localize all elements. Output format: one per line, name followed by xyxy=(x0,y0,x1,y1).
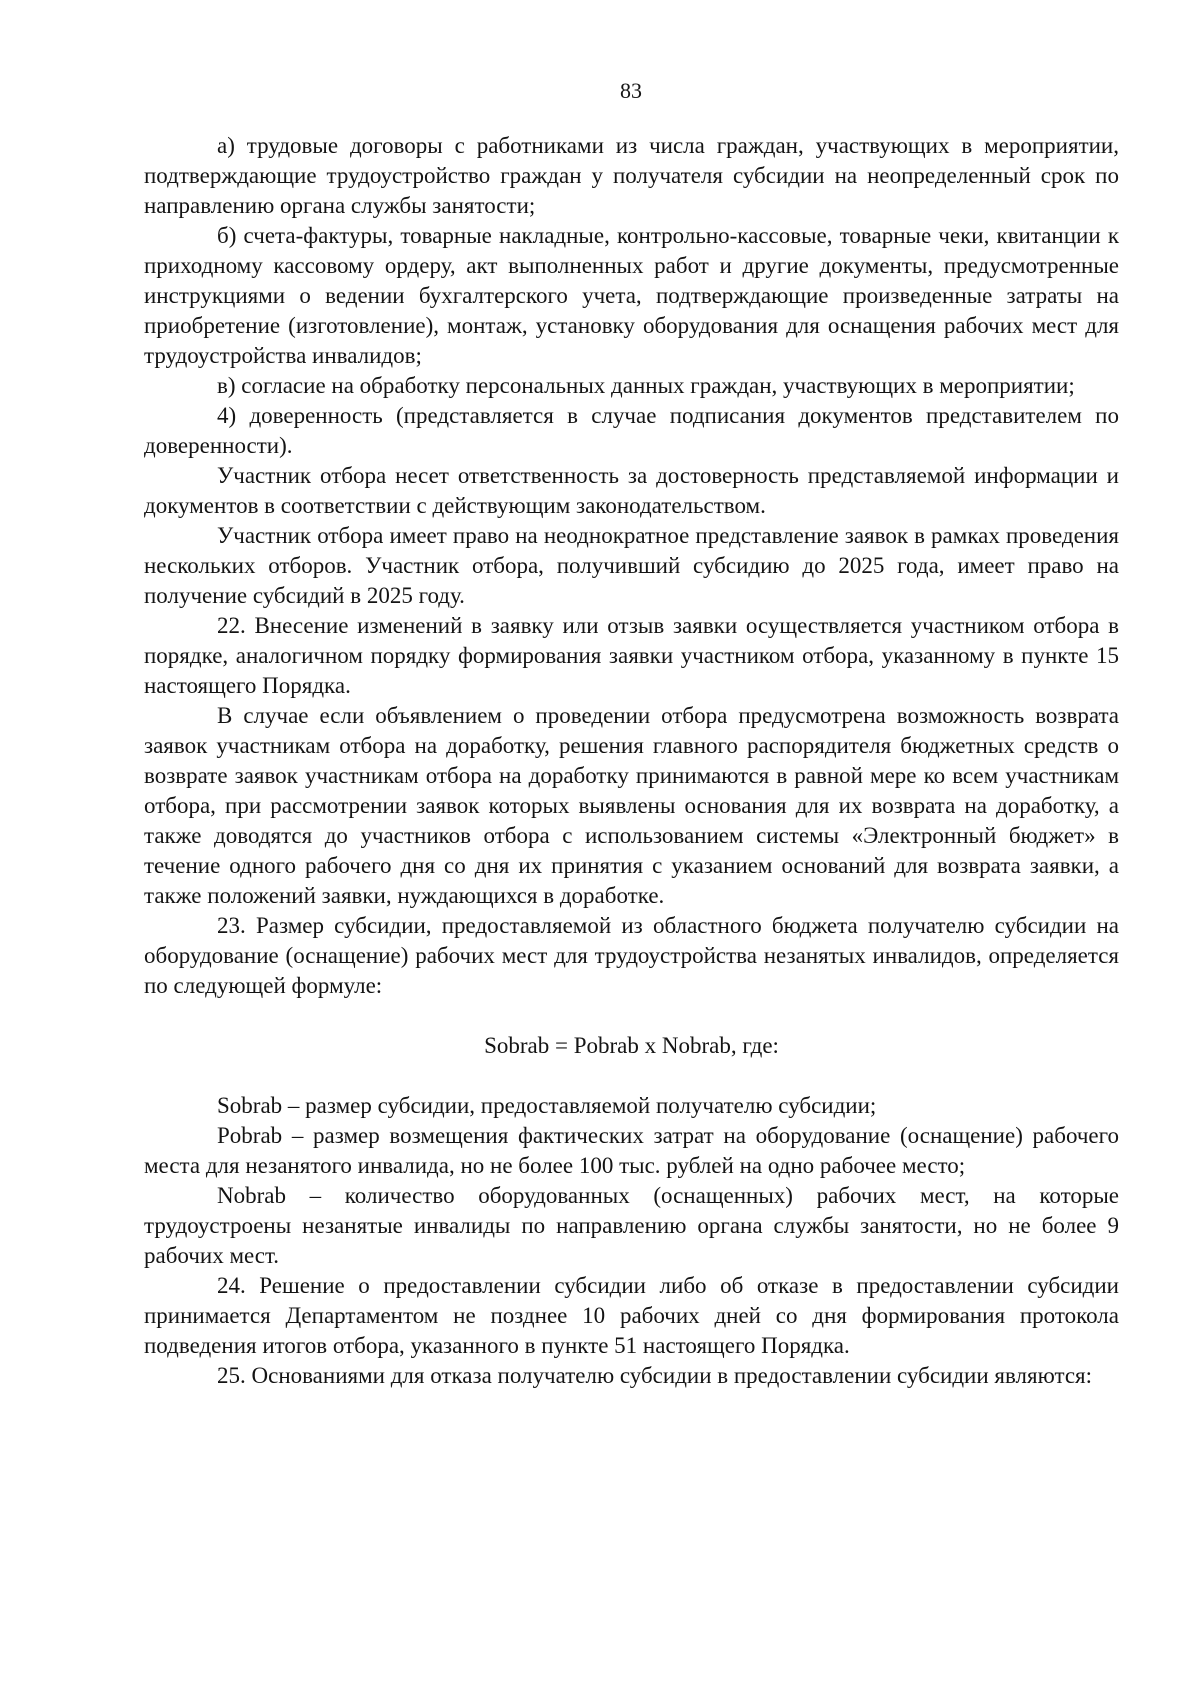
paragraph-22-changes: 22. Внесение изменений в заявку или отзыв заявки осуществляется участником отбора в порядке, аналогичном порядку формирования заявки участником отбора, указанному в пункте 15 настоящего Порядка. xyxy=(144,613,1119,698)
document-body xyxy=(144,131,1119,1391)
definition-pobrab: Pobrab – размер возмещения фактических затрат на оборудование (оснащение) рабочего места для незанятого инвалида, но не более 100 тыс. рублей на одно рабочее место; xyxy=(144,1123,1119,1178)
paragraph-25-refusal-grounds: 25. Основаниями для отказа получателю субсидии в предоставлении субсидии являются: xyxy=(217,1363,1092,1388)
paragraph-24-decision: 24. Решение о предоставлении субсидии либо об отказе в предоставлении субсидии принимается Департаментом не позднее 10 рабочих дней со дня формирования протокола подведения итогов отбора, указанного в пункте 51 настоящего Порядка. xyxy=(144,1273,1119,1358)
paragraph-power-of-attorney: 4) доверенность (представляется в случае подписания документов представителем по доверенности). xyxy=(144,403,1119,458)
paragraph-consent: в) согласие на обработку персональных данных граждан, участвующих в мероприятии; xyxy=(217,373,1075,398)
paragraph-multiple-applications: Участник отбора имеет право на неоднократное представление заявок в рамках проведения нескольких отборов. Участник отбора, получивший субсидию до 2025 года, имеет право на получение субсидий в 2025 году. xyxy=(144,523,1119,608)
subsidy-formula: Sobrab = Pobrab x Nobrab, где: xyxy=(484,1033,779,1058)
paragraph-23-subsidy-size: 23. Размер субсидии, предоставляемой из областного бюджета получателю субсидии на оборудование (оснащение) рабочих мест для трудоустройства незанятых инвалидов, определяется по следующей формуле: xyxy=(144,913,1119,998)
definition-sobrab: Sobrab – размер субсидии, предоставляемой получателю субсидии; xyxy=(217,1093,877,1118)
paragraph-return-for-revision: В случае если объявлением о проведении отбора предусмотрена возможность возврата заявок участникам отбора на доработку, решения главного распорядителя бюджетных средств о возврате заявок участникам отбора на доработку принимаются в равной мере ко всем участникам отбора, при рассмотрении заявок которых выявлены основания для их возврата на доработку, а также доводятся до участников отбора с использованием системы «Электронный бюджет» в течение одного рабочего дня со дня их принятия с указанием оснований для возврата заявки, а также положений заявки, нуждающихся в доработке. xyxy=(144,703,1119,908)
page-number: 83 xyxy=(620,78,642,103)
definition-nobrab: Nobrab – количество оборудованных (оснащенных) рабочих мест, на которые трудоустроены незанятые инвалиды по направлению органа службы занятости, но не более 9 рабочих мест. xyxy=(144,1183,1119,1268)
paragraph-responsibility: Участник отбора несет ответственность за достоверность представляемой информации и документов в соответствии с действующим законодательством. xyxy=(144,463,1119,518)
paragraph-contracts: а) трудовые договоры с работниками из числа граждан, участвующих в мероприятии, подтверждающие трудоустройство граждан у получателя субсидии на неопределенный срок по направлению органа службы занятости; xyxy=(144,133,1119,218)
paragraph-invoices: б) счета-фактуры, товарные накладные, контрольно-кассовые, товарные чеки, квитанции к приходному кассовому ордеру, акт выполненных работ и другие документы, предусмотренные инструкциями о ведении бухгалтерского учета, подтверждающие произведенные затраты на приобретение (изготовление), монтаж, установку оборудования для оснащения рабочих мест для трудоустройства инвалидов; xyxy=(144,223,1119,368)
